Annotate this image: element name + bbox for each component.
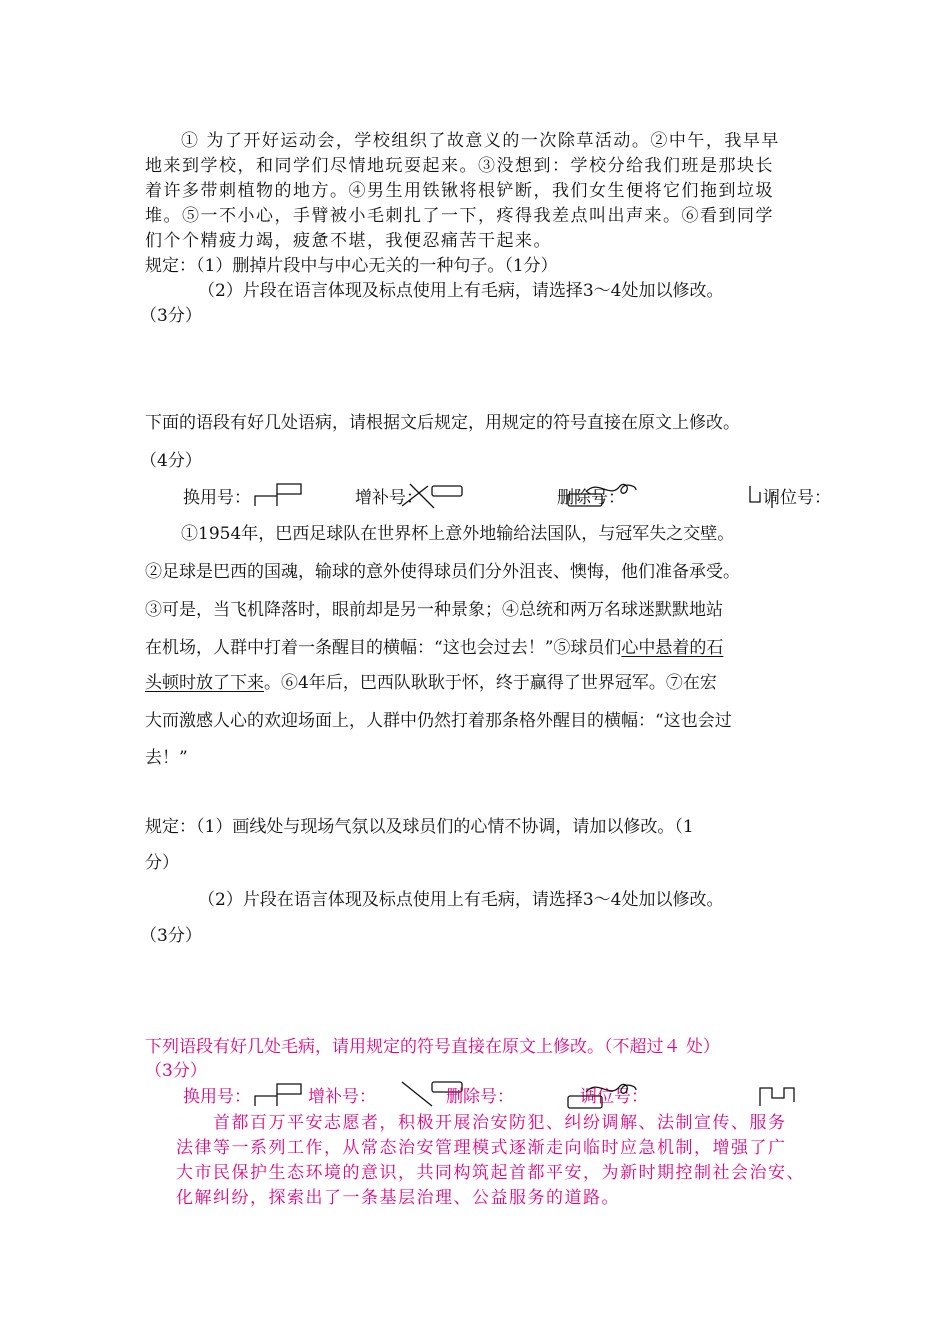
section2-para-line-7: 去！” <box>145 748 188 768</box>
section2-para-line-5 <box>145 668 717 693</box>
replace-symbol-label: 换用号： <box>183 488 251 508</box>
section3-score: （3分） <box>145 1061 207 1081</box>
section1-line-4: 堆。⑤一不小心，手臂被小毛刺扎了一下，疼得我差点叫出声来。⑥看到同学 <box>145 206 774 226</box>
section3-line-4: 化解纠纷，探索出了一条基层治理、公益服务的道路。 <box>176 1188 620 1208</box>
delete-mark-icon <box>566 478 640 512</box>
section3-swap-label: 调位号： <box>580 1087 648 1107</box>
section2-score: （4分） <box>140 451 202 471</box>
insert-mark-icon <box>400 480 466 512</box>
section2-para-line-6: 大而激感人心的欢迎场面上，人群中仍然打着那条格外醒目的横幅：“这也会过 <box>145 711 732 731</box>
section3-line-1: 首都百万平安志愿者，积极开展治安防犯、纠纷调解、法制宣传、服务 <box>213 1113 787 1133</box>
line-4-text: 在机场，人群中打着一条醒目的横幅：“这也会过去！”⑤球员们 <box>145 638 622 658</box>
section2-para-line-1: ①1954年，巴西足球队在世界杯上意外地输给法国队，与冠军失之交壁。 <box>181 524 735 544</box>
section1-line-5: 们个个精疲力竭，疲惫不堪，我便忍痛苦干起来。 <box>145 231 552 251</box>
section2-intro: 下面的语段有好几处语病，请根据文后规定，用规定的符号直接在原文上修改。 <box>145 413 740 433</box>
delete-symbol-label: 删除号： <box>557 488 625 508</box>
section3-delete-label: 删除号： <box>446 1087 514 1107</box>
swap-mark-icon <box>746 482 786 512</box>
section2-requirement-2: （2）片段在语言体现及标点使用上有毛病，请选择3～4处加以修改。 <box>198 890 724 910</box>
section2-requirement-1-score: 分） <box>145 853 179 873</box>
section3-replace-label: 换用号： <box>183 1087 251 1107</box>
section1-line-3: 着许多带刺植物的地方。④男生用铁锹将根铲断，我们女生便将它们拖到垃圾 <box>145 181 774 201</box>
requirement-2: （2）片段在语言体现及标点使用上有毛病，请选择3～4处加以修改。 <box>198 281 724 301</box>
section3-delete-mark-icon <box>566 1078 640 1112</box>
swap-symbol-label: 调位号： <box>763 488 831 508</box>
section2-requirement-2-score: （3分） <box>140 926 202 946</box>
requirement-label: 规定： <box>145 256 196 276</box>
requirement-2-score: （3分） <box>140 306 202 326</box>
section3-line-3: 大市民保护生态环境的意识，共同构筑起首都平安，为新时期控制社会治安、 <box>176 1163 805 1183</box>
underlined-phrase-part-2: 头顿时放了下来 <box>145 673 264 693</box>
section3-replace-mark-icon <box>253 1080 305 1110</box>
underlined-phrase-part-1: 心中悬着的石 <box>621 638 724 658</box>
section1-requirements <box>145 251 558 276</box>
section3-intro: 下列语段有好几处毛病，请用规定的符号直接在原文上修改。（不超过４ 处） <box>145 1037 720 1057</box>
section2-requirement-1: 规定：（1）画线处与现场气氛以及球员们的心情不协调，请加以修改。（1 <box>145 817 694 837</box>
section3-insert-label: 增补号： <box>308 1087 376 1107</box>
section1-line-1: ① 为了开好运动会，学校组织了故意义的一次除草活动。②中午，我早早 <box>181 131 780 151</box>
section2-para-line-4 <box>145 633 723 658</box>
section2-para-line-2: ②足球是巴西的国魂，输球的意外使得球员们分外沮丧、懊悔，他们准备承受。 <box>145 562 740 582</box>
line-5-text: 。⑥4年后，巴西队耿耿于怀，终于赢得了世界冠军。⑦在宏 <box>264 673 717 693</box>
insert-symbol-label: 增补号： <box>355 488 423 508</box>
section2-para-line-3: ③可是，当飞机降落时，眼前却是另一种景象；④总统和两万名球迷默默地站 <box>145 600 723 620</box>
replace-mark-icon <box>253 480 305 510</box>
section3-line-2: 法律等一系列工作，从常态治安管理模式逐渐走向临时应急机制，增强了广 <box>176 1138 787 1158</box>
section1-line-2: 地来到学校，和同学们尽情地玩耍起来。③没想到：学校分给我们班是那块长 <box>145 156 774 176</box>
requirement-1: （1）删掉片段中与中心无关的一种句子。（1分） <box>196 256 558 276</box>
